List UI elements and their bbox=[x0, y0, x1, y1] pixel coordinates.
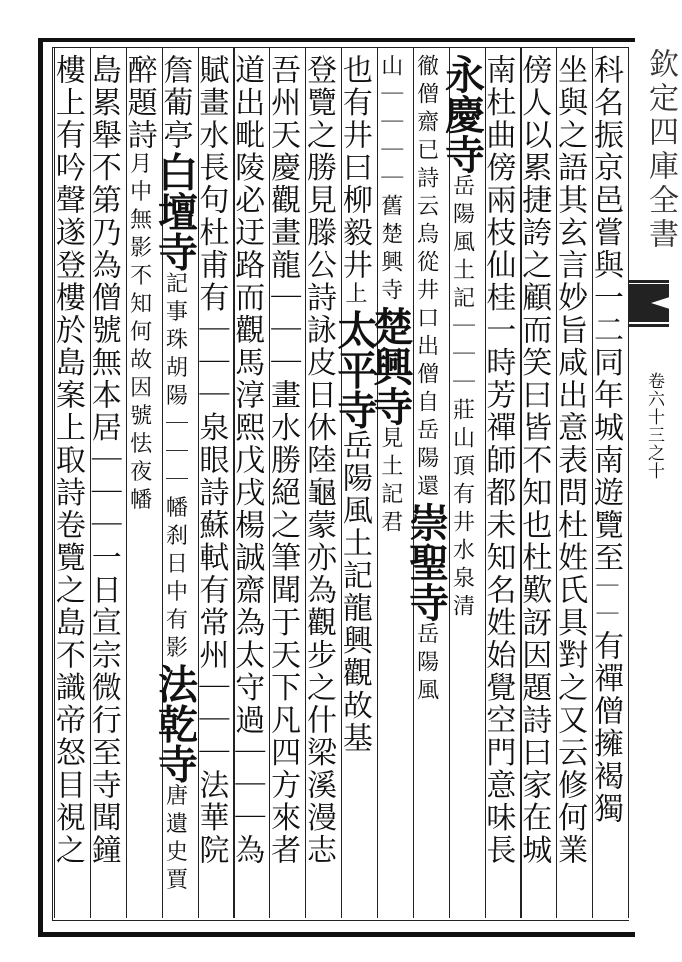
body-text: 科名振京邑嘗與一二同年城南遊覽至 bbox=[588, 54, 623, 574]
body-text: 醉題詩 bbox=[121, 54, 157, 152]
text-column bbox=[49, 54, 90, 916]
text-column bbox=[151, 54, 199, 916]
text-column bbox=[402, 54, 450, 916]
text-column bbox=[480, 54, 521, 916]
text-column bbox=[229, 54, 269, 916]
annotation-text: ｜｜ bbox=[593, 574, 618, 630]
text-column bbox=[588, 54, 628, 916]
text-column bbox=[330, 54, 378, 916]
body-text: 詹葡亭 bbox=[157, 54, 193, 152]
text-column bbox=[438, 54, 486, 916]
body-text: 吾州天慶觀畫龍｜｜｜畫水勝絕之筆聞于天下凡四方來者 bbox=[265, 54, 301, 867]
text-column bbox=[121, 54, 162, 916]
body-text: 島累舉不第乃為僧號無本居｜｜｜一日宣宗微行至寺聞鐘 bbox=[85, 54, 121, 867]
body-text: 傍人以累捷誇之顧而笑曰皆不知也杜歎訝因題詩曰家在城 bbox=[516, 54, 552, 867]
annotation-text: 上 bbox=[341, 281, 367, 310]
annotation-text: 月中無影不知何故因號怯夜幡 bbox=[126, 151, 152, 516]
body-text: 也有井曰柳毅井 bbox=[336, 54, 372, 282]
body-text: 有禪僧擁褐獨 bbox=[588, 630, 623, 825]
temple-heading: 白壇寺 bbox=[151, 151, 199, 272]
column-rule bbox=[628, 48, 629, 918]
body-text: 登覽之勝見滕公詩詠皮日休陸龜蒙亦為觀步之什梁溪漫志 bbox=[301, 54, 336, 867]
book-title: 欽定四庫全書 bbox=[643, 48, 678, 252]
body-text: 坐與之語其玄言妙旨咸出意表問杜姓氏具對之又云修何業 bbox=[552, 54, 588, 867]
text-column bbox=[301, 54, 341, 916]
temple-heading: 楚興寺 bbox=[366, 306, 414, 426]
body-text: 賦畫水長句杜甫有｜｜｜泉眼詩蘇軾有常州｜｜｜法華院 bbox=[193, 54, 229, 867]
annotation-text: 土記君 bbox=[377, 454, 403, 538]
fishtail-rule-top bbox=[629, 280, 669, 283]
body-text: 岳陽風土記龍興觀故基 bbox=[336, 429, 372, 755]
annotation-text: 岳陽風土記 bbox=[449, 174, 475, 314]
annotation-text: 唐遺史賈 bbox=[162, 783, 188, 896]
text-column bbox=[85, 54, 126, 916]
annotation-text: 徹僧齋已詩云烏從井口出僧自岳陽還 bbox=[413, 54, 439, 502]
annotation-text: 記事珠胡陽｜｜｜幡刹日中有影 bbox=[162, 271, 188, 664]
temple-heading: 崇聖寺 bbox=[402, 502, 450, 622]
text-column bbox=[366, 54, 414, 916]
temple-heading: 太平寺 bbox=[330, 309, 378, 430]
temple-heading: 永慶寺 bbox=[438, 54, 486, 174]
annotation-text: 見 bbox=[377, 426, 403, 454]
annotation-text: 山｜｜｜｜舊楚興寺 bbox=[377, 54, 403, 306]
juan-label: 卷六十三之十 bbox=[644, 372, 664, 480]
body-text: 道出毗陵必迂路而觀馬淳熙戊戌楊誠齋為太守過｜｜｜為 bbox=[229, 54, 265, 867]
text-column bbox=[516, 54, 556, 916]
fishtail-rule-bottom bbox=[629, 324, 669, 327]
body-text: 南杜曲傍兩枝仙桂一時芳禪師都未知名姓始覺空門意味長 bbox=[480, 54, 516, 867]
annotation-text: 岳陽風 bbox=[413, 622, 439, 706]
text-column bbox=[552, 54, 592, 916]
annotation-text: ｜｜｜莊山頂有井水泉清 bbox=[449, 314, 475, 622]
text-column bbox=[265, 54, 305, 916]
body-text: 樓上有吟聲遂登樓於島案上取詩卷覽之島不識帝怒目視之 bbox=[49, 54, 85, 867]
temple-heading: 法乾寺 bbox=[151, 663, 199, 784]
text-column bbox=[193, 54, 234, 916]
